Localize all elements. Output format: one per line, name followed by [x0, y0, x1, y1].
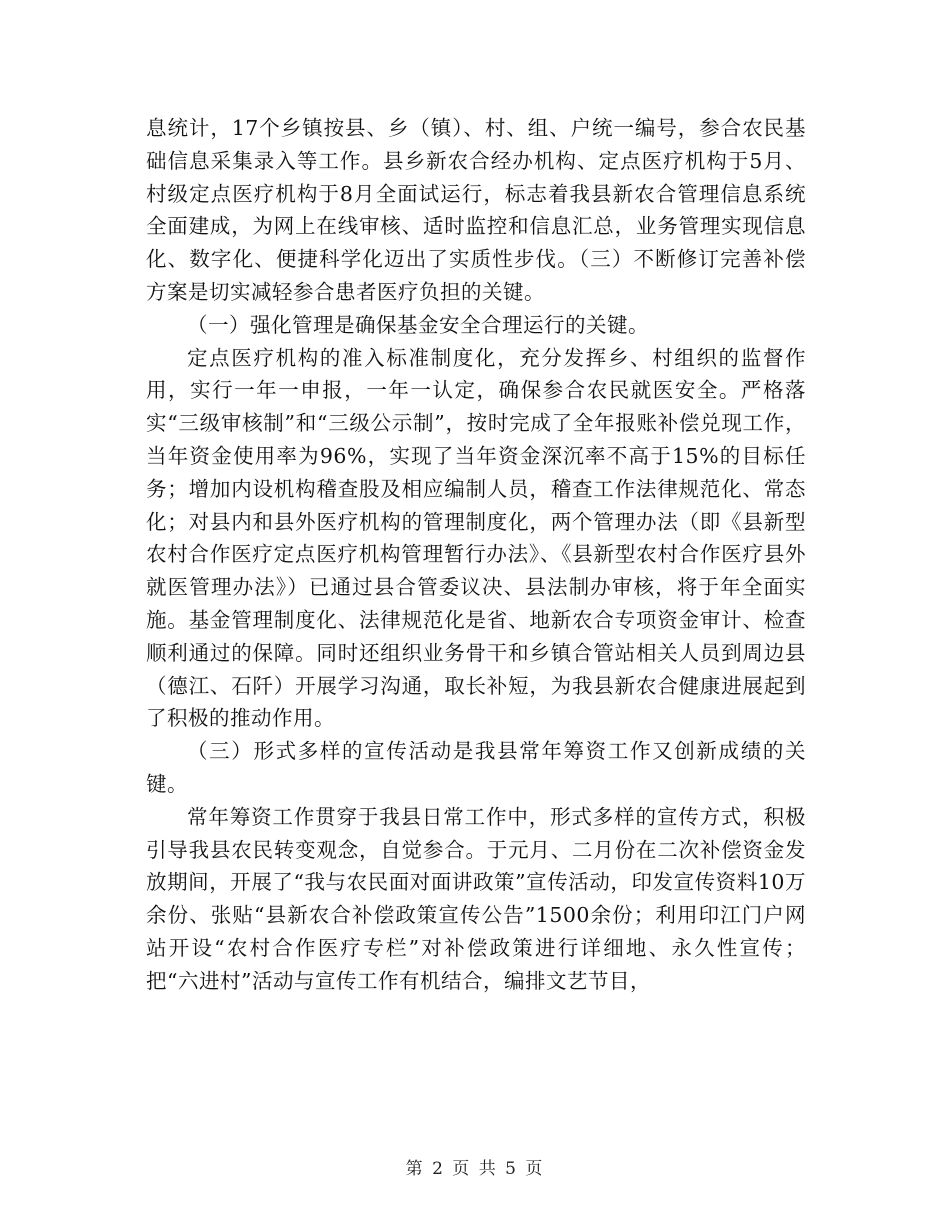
paragraph-heading-management: （一）强化管理是确保基金安全合理运行的关键。 [187, 312, 649, 337]
paragraph-continuation: 息统计，17个乡镇按县、乡（镇）、村、组、户统一编号，参合农民基础信息采集录入等工作。县乡新农合经办机构、定点医疗机构于5月、村级定点医疗机构于8月全面试运行，标志着我县新农合管理信息系统全面建成，为网上在线审核、适时监控和信息汇总，业务管理实现信息化、数字化、便捷科学化迈出了实质性步伐。（三）不断修订完善补偿方案是切实减轻参合患者医疗负担的关键。 [146, 116, 806, 304]
page-footer: 第 2 页 共 5 页 [405, 1159, 545, 1179]
paragraph-management-details: 定点医疗机构的准入标准制度化，充分发挥乡、村组织的监督作用，实行一年一申报，一年一认定，确保参合农民就医安全。严格落实“三级审核制”和“三级公示制”，按时完成了全年报账补偿兑现工作，当年资金使用率为96%，实现了当年资金深沉率不高于15%的目标任务；增加内设机构稽查股及相应编制人员，稽查工作法律规范化、常态化；对县内和县外医疗机构的管理制度化，两个管理办法（即《县新型农村合作医疗定点医疗机构管理暂行办法》、《县新型农村合作医疗县外就医管理办法》）已通过县合管委议决、县法制办审核，将于年全面实施。基金管理制度化、法律规范化是省、地新农合专项资金审计、检查顺利通过的保障。同时还组织业务骨干和乡镇合管站相关人员到周边县（德江、石阡）开展学习沟通，取长补短，为我县新农合健康进展起到了积极的推动作用。 [146, 345, 806, 731]
paragraph-heading-publicity: （三）形式多样的宣传活动是我县常年筹资工作又创新成绩的关键。 [146, 739, 806, 796]
paragraph-publicity-details: 常年筹资工作贯穿于我县日常工作中，形式多样的宣传方式，积极引导我县农民转变观念，自觉参合。于元月、二月份在二次补偿资金发放期间，开展了“我与农民面对面讲政策”宣传活动，印发宣传资料10万余份、张贴“县新农合补偿政策宣传公告”1500余份；利用印江门户网站开设“农村合作医疗专栏”对补偿政策进行详细地、永久性宣传；把“六进村”活动与宣传工作有机结合，编排文艺节目， [146, 804, 806, 993]
document-body [146, 112, 806, 998]
